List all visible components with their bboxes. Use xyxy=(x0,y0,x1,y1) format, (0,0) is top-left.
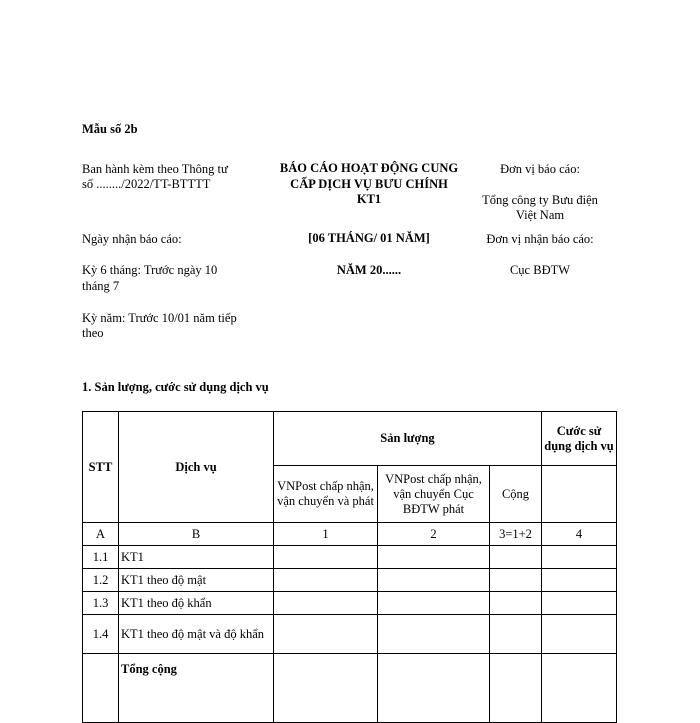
index-cell: 4 xyxy=(542,523,617,546)
total-stt-empty xyxy=(83,654,119,723)
row-cell xyxy=(490,592,542,615)
row-cell xyxy=(378,592,490,615)
row-cell xyxy=(274,546,378,569)
subheader-total: Cộng xyxy=(490,466,542,523)
reporting-unit-line-1: Tổng công ty Bưu điện xyxy=(482,193,598,207)
row-service: KT1 theo độ mật và độ khẩn xyxy=(119,615,274,654)
row-stt: 1.1 xyxy=(83,546,119,569)
report-title-line-3: KT1 xyxy=(356,192,382,206)
header-stt: STT xyxy=(83,412,119,523)
received-date-label: Ngày nhận báo cáo: xyxy=(82,232,182,246)
index-cell: A xyxy=(83,523,119,546)
subheader-cuc: VNPost chấp nhận, vận chuyển Cục BĐTW phát xyxy=(378,466,490,523)
table-row xyxy=(83,615,617,654)
report-title-line-2: CẤP DỊCH VỤ BƯU CHÍNH xyxy=(290,177,448,191)
header-fee: Cước sử dụng dịch vụ xyxy=(542,412,617,466)
receiving-unit: Cục BĐTW xyxy=(509,263,571,277)
reporting-unit-line-2: Việt Nam xyxy=(515,208,565,222)
report-year: NĂM 20...... xyxy=(336,263,402,277)
row-stt: 1.3 xyxy=(83,592,119,615)
index-cell: 1 xyxy=(274,523,378,546)
service-volume-table xyxy=(82,411,617,723)
row-cell xyxy=(490,546,542,569)
period-6-line-1: Kỳ 6 tháng: Trước ngày 10 xyxy=(82,263,218,277)
table-row xyxy=(83,592,617,615)
row-cell xyxy=(542,546,617,569)
row-cell xyxy=(542,615,617,654)
reporting-unit-label: Đơn vị báo cáo: xyxy=(500,162,580,176)
total-row xyxy=(83,654,617,723)
row-cell xyxy=(274,615,378,654)
subheader-vnpost: VNPost chấp nhận, vận chuyển và phát xyxy=(274,466,378,523)
year-period-line-2: theo xyxy=(82,326,104,340)
row-cell xyxy=(274,592,378,615)
row-cell xyxy=(542,654,617,723)
issued-line-2: số ......../2022/TT-BTTTT xyxy=(82,177,211,191)
table-row xyxy=(83,546,617,569)
header-service: Dịch vụ xyxy=(119,412,274,523)
row-cell xyxy=(378,569,490,592)
row-service: KT1 theo độ khẩn xyxy=(119,592,274,615)
row-cell xyxy=(274,569,378,592)
year-period-line-1: Kỳ năm: Trước 10/01 năm tiếp xyxy=(82,311,237,325)
subheader-fee-empty xyxy=(542,466,617,523)
row-service: KT1 xyxy=(119,546,274,569)
row-cell xyxy=(378,546,490,569)
form-code: Mẫu số 2b xyxy=(82,122,138,136)
header-volume: Sản lượng xyxy=(274,412,542,466)
row-cell xyxy=(490,654,542,723)
row-cell xyxy=(378,654,490,723)
row-cell xyxy=(490,569,542,592)
index-cell: B xyxy=(119,523,274,546)
period-6-line-2: tháng 7 xyxy=(82,279,120,293)
table-row xyxy=(83,569,617,592)
receiving-unit-label: Đơn vị nhận báo cáo: xyxy=(486,232,594,246)
row-cell xyxy=(378,615,490,654)
report-title-line-1: BÁO CÁO HOẠT ĐỘNG CUNG xyxy=(279,161,459,175)
row-stt: 1.4 xyxy=(83,615,119,654)
section-title: 1. Sản lượng, cước sử dụng dịch vụ xyxy=(82,380,269,394)
row-cell xyxy=(274,654,378,723)
row-service: KT1 theo độ mật xyxy=(119,569,274,592)
index-cell: 3=1+2 xyxy=(490,523,542,546)
total-label: Tổng cộng xyxy=(119,654,274,723)
row-cell xyxy=(490,615,542,654)
row-cell xyxy=(542,592,617,615)
issued-line-1: Ban hành kèm theo Thông tư xyxy=(82,162,228,176)
report-period: [06 THÁNG/ 01 NĂM] xyxy=(308,231,430,245)
row-cell xyxy=(542,569,617,592)
index-cell: 2 xyxy=(378,523,490,546)
row-stt: 1.2 xyxy=(83,569,119,592)
